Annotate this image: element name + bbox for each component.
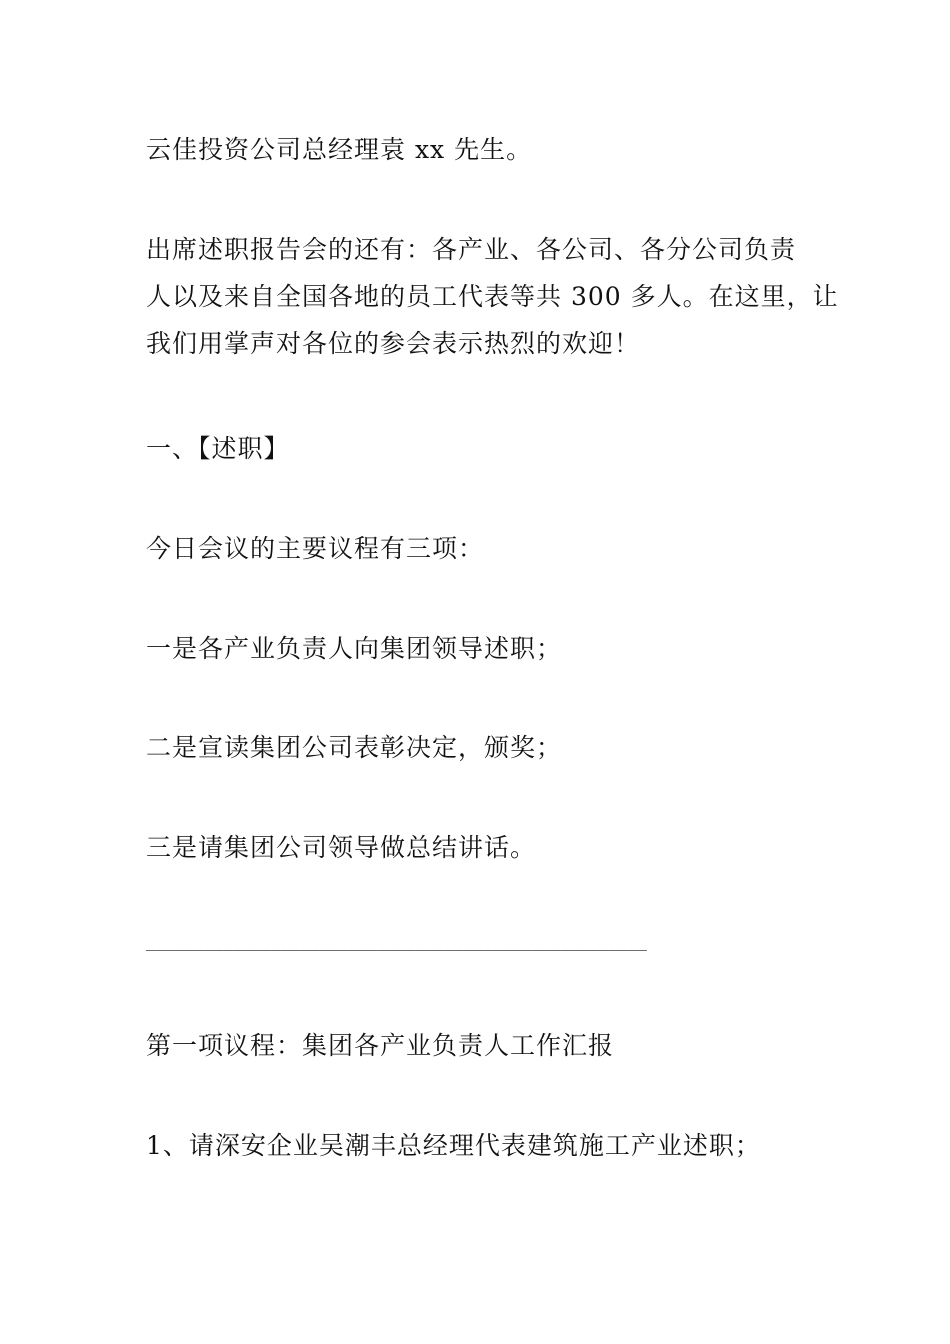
divider-line: [146, 932, 786, 952]
text-line: 一是各产业负责人向集团领导述职；: [146, 634, 563, 663]
agenda-item-2: [146, 724, 811, 771]
text-line: 1、请深安企业吴潮丰总经理代表建筑施工产业述职；: [146, 1131, 761, 1160]
paragraph-attendees: [146, 226, 839, 367]
text-line: 人以及来自全国各地的员工代表等共 300 多人。在这里，让: [146, 282, 839, 311]
paragraph-agenda-first: [146, 1022, 811, 1069]
paragraph-report-1: [146, 1122, 811, 1169]
text-line: 今日会议的主要议程有三项：: [146, 534, 485, 563]
text-line: 一、【述职】: [146, 434, 290, 463]
text-line: 三是请集团公司领导做总结讲话。: [146, 833, 537, 862]
section-heading: [146, 425, 811, 472]
agenda-item-1: [146, 625, 811, 672]
text-line: 出席述职报告会的还有：各产业、各公司、各分公司负责: [146, 235, 797, 264]
text-line: 二是宣读集团公司表彰决定，颁奖；: [146, 733, 563, 762]
text-line: 第一项议程：集团各产业负责人工作汇报: [146, 1031, 615, 1060]
text-line: 云佳投资公司总经理袁 xx 先生。: [146, 135, 533, 164]
agenda-item-3: [146, 824, 811, 871]
paragraph-agenda-intro: [146, 525, 811, 572]
paragraph-guest-intro: [146, 126, 811, 173]
divider-text: ____________________________________________________: [146, 932, 647, 951]
text-line: 我们用掌声对各位的参会表示热烈的欢迎！: [146, 329, 641, 358]
